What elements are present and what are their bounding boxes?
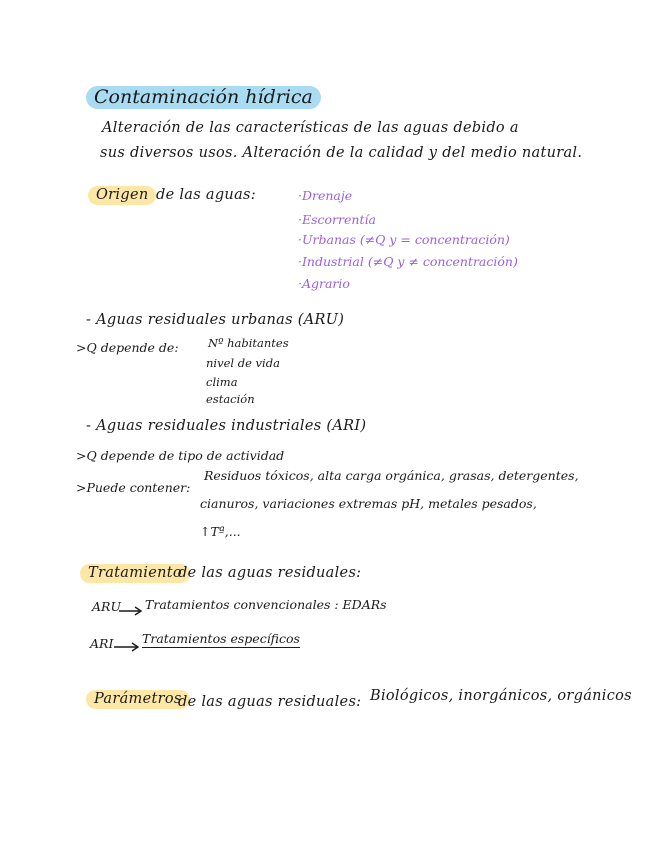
ari-depends: >Q depende de tipo de actividad (76, 448, 285, 463)
aru-depends-label: >Q depende de: (76, 340, 179, 355)
treatment-ari-label: ARI (90, 636, 114, 651)
parameters-values: Biológicos, inorgánicos, orgánicos (370, 688, 632, 704)
treatment-aru-label: ARU (92, 599, 121, 614)
arrow-ari-icon (114, 642, 140, 652)
parameters-label: de las aguas residuales: (178, 694, 362, 710)
aru-heading: - Aguas residuales urbanas (ARU) (86, 312, 345, 328)
origin-label: de las aguas: (156, 187, 256, 203)
origin-item-industrial: ·Industrial (≠Q y ≠ concentración) (298, 254, 518, 269)
aru-factor-habitantes: Nº habitantes (208, 336, 289, 350)
treatment-label: de las aguas residuales: (178, 565, 362, 581)
ari-contains-line-2: cianuros, variaciones extremas pH, metales pesados, (200, 496, 537, 511)
definition-line-2: sus diversos usos. Alteración de la calidad y del medio natural. (100, 145, 583, 161)
origin-item-drenaje: ·Drenaje (298, 188, 353, 203)
ari-contains-line-1: Residuos tóxicos, alta carga orgánica, grasas, detergentes, (204, 468, 579, 483)
treatment-aru-text: Tratamientos convencionales : EDARs (145, 597, 387, 612)
parameters-highlight: Parámetros (86, 690, 190, 709)
origin-item-urbanas: ·Urbanas (≠Q y = concentración) (298, 232, 510, 247)
origin-item-agrario: ·Agrario (298, 276, 350, 291)
treatment-ari-text: Tratamientos específicos (142, 631, 300, 646)
ari-contains-label: >Puede contener: (76, 480, 191, 495)
definition-line-1: Alteración de las características de las aguas debido a (102, 120, 519, 136)
aru-factor-nivel-vida: nivel de vida (206, 356, 280, 370)
aru-factor-estacion: estación (206, 392, 255, 406)
origin-highlight: Origen (88, 186, 156, 205)
ari-heading: - Aguas residuales industriales (ARI) (86, 418, 367, 434)
page-title: Contaminación hídrica (86, 86, 321, 109)
aru-factor-clima: clima (206, 375, 238, 389)
origin-item-escorrentia: ·Escorrentía (298, 212, 376, 227)
arrow-aru-icon (119, 606, 143, 616)
ari-contains-line-3: ↑Tª,... (200, 524, 241, 539)
treatment-highlight: Tratamiento (80, 564, 190, 583)
